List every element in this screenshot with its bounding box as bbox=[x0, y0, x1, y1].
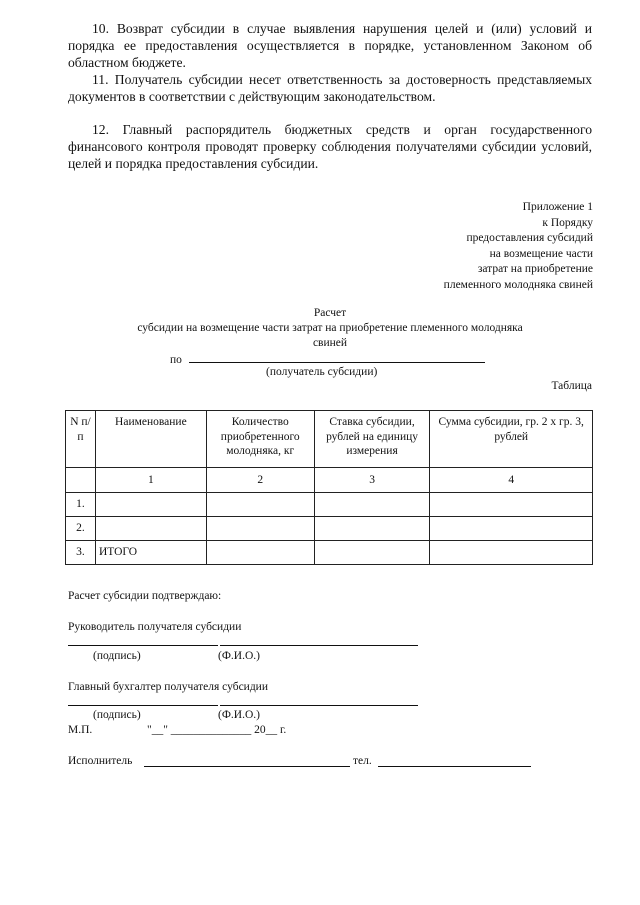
accountant-signature-caption: (подпись) bbox=[93, 709, 141, 721]
header-name: Наименование bbox=[95, 411, 206, 468]
executor-label: Исполнитель bbox=[68, 755, 133, 767]
head-signature-field[interactable] bbox=[68, 645, 218, 646]
paragraph-12 bbox=[68, 121, 592, 172]
row-rate-cell[interactable] bbox=[314, 541, 430, 565]
row-rate-cell[interactable] bbox=[314, 517, 430, 541]
head-label: Руководитель получателя субсидии bbox=[68, 621, 242, 633]
recipient-caption: (получатель субсидии) bbox=[266, 366, 378, 378]
table-header-row bbox=[66, 411, 593, 468]
accountant-label: Главный бухгалтер получателя субсидии bbox=[68, 681, 268, 693]
column-number: 2 bbox=[206, 468, 314, 493]
row-name-cell: ИТОГО bbox=[95, 541, 206, 565]
paragraph-10-text: 10. Возврат субсидии в случае выявления нарушения целей и (или) условий и порядка ее предоставления осуществляется в порядке, установленном Законом об областном бюджете. bbox=[68, 21, 592, 70]
column-number: 3 bbox=[314, 468, 430, 493]
appendix-line: Приложение 1 bbox=[522, 201, 593, 213]
table-row bbox=[66, 493, 593, 517]
tel-label: тел. bbox=[353, 755, 372, 767]
recipient-field[interactable] bbox=[189, 351, 485, 363]
column-numbers-row bbox=[66, 468, 593, 493]
header-quantity: Количество приобретенного молодняка, кг bbox=[206, 411, 314, 468]
paragraph-12-text: 12. Главный распорядитель бюджетных средств и орган государственного финансового контроля проводят проверку соблюдения получателями субсидии условий, целей и порядка предоставления субсидии. bbox=[68, 122, 592, 171]
confirm-label: Расчет субсидии подтверждаю: bbox=[68, 590, 222, 602]
accountant-fio-field[interactable] bbox=[220, 705, 418, 706]
po-label: по bbox=[170, 354, 182, 366]
accountant-signature-field[interactable] bbox=[68, 705, 218, 706]
header-number: N п/п bbox=[66, 411, 96, 468]
paragraph-10 bbox=[68, 20, 592, 71]
appendix-line: затрат на приобретение bbox=[477, 263, 593, 275]
tel-field[interactable] bbox=[378, 766, 531, 767]
calc-title-line1: субсидии на возмещение части затрат на приобретение племенного молодняка bbox=[137, 322, 523, 334]
header-rate: Ставка субсидии, рублей на единицу измерения bbox=[314, 411, 430, 468]
row-name-cell[interactable] bbox=[95, 493, 206, 517]
calc-heading: Расчет bbox=[313, 307, 347, 319]
appendix-line: на возмещение части bbox=[489, 247, 593, 260]
mp-label: М.П. bbox=[68, 724, 93, 736]
column-number: 4 bbox=[430, 468, 593, 493]
subsidy-table bbox=[65, 410, 593, 565]
row-sum-cell[interactable] bbox=[430, 541, 593, 565]
appendix-header bbox=[293, 200, 593, 293]
row-number: 3. bbox=[66, 541, 96, 565]
executor-field[interactable] bbox=[144, 766, 350, 767]
paragraph-11 bbox=[68, 71, 592, 105]
appendix-line: племенного молодняка свиней bbox=[443, 278, 593, 291]
table-row bbox=[66, 517, 593, 541]
row-number: 2. bbox=[66, 517, 96, 541]
appendix-line: предоставления субсидий bbox=[466, 232, 593, 244]
head-fio-caption: (Ф.И.О.) bbox=[218, 650, 260, 662]
appendix-line: к Порядку bbox=[542, 216, 593, 229]
head-fio-field[interactable] bbox=[220, 645, 418, 646]
header-sum: Сумма субсидии, гр. 2 x гр. 3, рублей bbox=[430, 411, 593, 468]
row-sum-cell[interactable] bbox=[430, 517, 593, 541]
row-quantity-cell[interactable] bbox=[206, 517, 314, 541]
row-quantity-cell[interactable] bbox=[206, 493, 314, 517]
table-label: Таблица bbox=[551, 380, 592, 392]
row-number: 1. bbox=[66, 493, 96, 517]
row-quantity-cell[interactable] bbox=[206, 541, 314, 565]
table-cell bbox=[66, 468, 96, 493]
table-row-total bbox=[66, 541, 593, 565]
date-field[interactable]: "__" ______________ 20__ г. bbox=[147, 724, 287, 736]
calc-title-line2: свиней bbox=[312, 337, 348, 349]
row-name-cell[interactable] bbox=[95, 517, 206, 541]
column-number: 1 bbox=[95, 468, 206, 493]
row-rate-cell[interactable] bbox=[314, 493, 430, 517]
row-sum-cell[interactable] bbox=[430, 493, 593, 517]
accountant-fio-caption: (Ф.И.О.) bbox=[218, 709, 260, 721]
recipient-line bbox=[170, 351, 485, 366]
paragraph-11-text: 11. Получатель субсидии несет ответственность за достоверность представляемых документов в соответствии с действующим законодательством. bbox=[68, 72, 592, 104]
head-signature-caption: (подпись) bbox=[93, 650, 141, 662]
